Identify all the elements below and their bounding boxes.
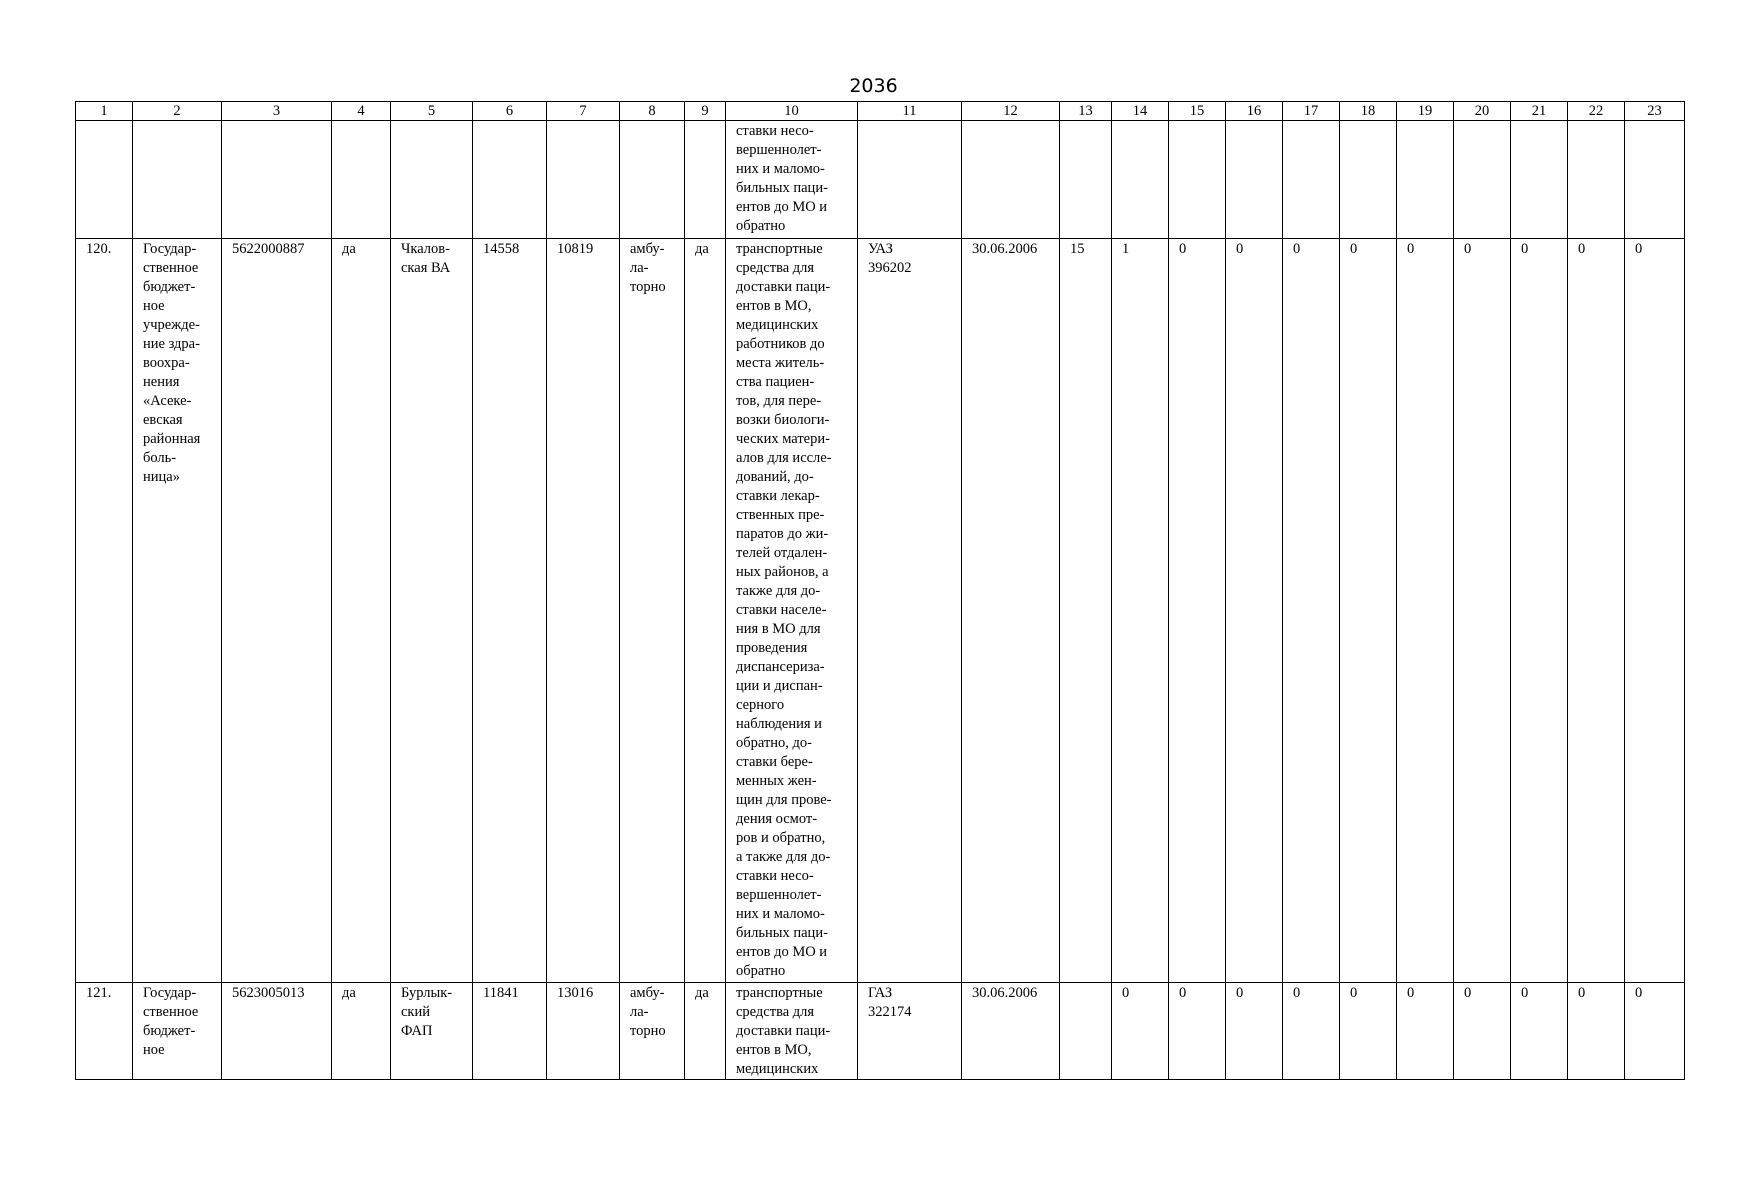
table-cell — [1283, 983, 1340, 1080]
column-number-header: 9 — [685, 102, 726, 121]
cell-text-line: 0 — [1236, 985, 1244, 1001]
column-number-header: 1 — [76, 102, 133, 121]
table-cell — [620, 983, 685, 1080]
table-cell — [685, 239, 726, 983]
cell-text-line: да — [342, 985, 356, 1001]
cell-text-line: 0 — [1179, 985, 1187, 1001]
cell-text-line: телей отдален- — [736, 545, 828, 561]
cell-text-line: ФАП — [401, 1023, 433, 1039]
cell-text-line: торно — [630, 1023, 666, 1039]
cell-text-line: торно — [630, 279, 666, 295]
table-cell — [391, 983, 473, 1080]
table-cell — [332, 983, 391, 1080]
cell-text-line: работников до — [736, 336, 825, 352]
cell-text-line: 0 — [1521, 985, 1529, 1001]
cell-text-line: 396202 — [868, 260, 912, 276]
cell-text-line: ская ВА — [401, 260, 451, 276]
table-cell — [1397, 239, 1454, 983]
table-cell — [1060, 121, 1112, 239]
cell-text-line: «Асеке- — [143, 393, 192, 409]
table-cell — [1112, 121, 1169, 239]
table-cell — [858, 983, 962, 1080]
column-number-header: 2 — [133, 102, 222, 121]
column-number-header: 8 — [620, 102, 685, 121]
cell-text-line: да — [342, 241, 356, 257]
table-cell — [473, 983, 547, 1080]
cell-text-line: ница» — [143, 469, 180, 485]
cell-text-line: средства для — [736, 260, 815, 276]
cell-text-line: ла- — [630, 260, 649, 276]
cell-text-line: амбу- — [630, 241, 665, 257]
cell-text-line: 0 — [1578, 241, 1586, 257]
cell-text-line: ставки лекар- — [736, 488, 820, 504]
table-cell — [133, 983, 222, 1080]
table-cell — [1283, 121, 1340, 239]
cell-text-line: да — [695, 241, 709, 257]
cell-text-line: 11841 — [483, 985, 519, 1001]
cell-text-line: ентов до МО и — [736, 944, 828, 960]
table-cell — [1454, 121, 1511, 239]
cell-text-line: ентов до МО и — [736, 199, 828, 215]
table-cell — [1226, 121, 1283, 239]
cell-text-line: боль- — [143, 450, 177, 466]
table-cell — [1625, 121, 1685, 239]
cell-text-line: места житель- — [736, 355, 825, 371]
cell-text-line: 0 — [1293, 241, 1301, 257]
table-cell — [1060, 983, 1112, 1080]
cell-text-line: проведения — [736, 640, 808, 656]
table-cell — [685, 983, 726, 1080]
cell-text-line: ставки населе- — [736, 602, 827, 618]
cell-text-line: ственное — [143, 1004, 199, 1020]
cell-text-line: 0 — [1179, 241, 1187, 257]
table-cell — [1568, 121, 1625, 239]
table-cell — [133, 121, 222, 239]
column-number-header: 10 — [726, 102, 858, 121]
column-number-header: 5 — [391, 102, 473, 121]
cell-text-line: 0 — [1521, 241, 1529, 257]
column-number-header: 13 — [1060, 102, 1112, 121]
cell-text-line: бюджет- — [143, 279, 196, 295]
table-cell — [1340, 121, 1397, 239]
cell-text-line: 0 — [1578, 985, 1586, 1001]
table-cell — [620, 239, 685, 983]
cell-text-line: 1 — [1122, 241, 1130, 257]
table-cell — [1169, 239, 1226, 983]
table-cell — [726, 983, 858, 1080]
cell-text-line: медицинских — [736, 317, 819, 333]
column-number-header: 4 — [332, 102, 391, 121]
table-cell — [76, 121, 133, 239]
cell-text-line: обратно — [736, 963, 786, 979]
table-cell — [726, 121, 858, 239]
cell-text-line: 30.06.2006 — [972, 985, 1038, 1001]
cell-text-line: ров и обратно, — [736, 830, 826, 846]
table-cell — [473, 121, 547, 239]
cell-text-line: ции и диспан- — [736, 678, 823, 694]
cell-text-line: наблюдения и — [736, 716, 822, 732]
table-cell — [222, 239, 332, 983]
table-cell — [1511, 121, 1568, 239]
cell-text-line: районная — [143, 431, 201, 447]
cell-text-line: Чкалов- — [401, 241, 450, 257]
column-number-header: 14 — [1112, 102, 1169, 121]
column-number-header: 11 — [858, 102, 962, 121]
cell-text-line: учрежде- — [143, 317, 200, 333]
cell-text-line: серного — [736, 697, 785, 713]
table-cell — [1169, 121, 1226, 239]
cell-text-line: ский — [401, 1004, 430, 1020]
column-number-row — [76, 102, 1685, 121]
table-cell — [473, 239, 547, 983]
column-number-header: 22 — [1568, 102, 1625, 121]
cell-text-line: 121. — [86, 985, 112, 1001]
table-cell — [1226, 239, 1283, 983]
cell-text-line: ние здра- — [143, 336, 200, 352]
cell-text-line: 14558 — [483, 241, 520, 257]
cell-text-line: а также для до- — [736, 849, 831, 865]
cell-text-line: 0 — [1635, 241, 1643, 257]
cell-text-line: Государ- — [143, 985, 197, 1001]
cell-text-line: доставки паци- — [736, 279, 831, 295]
table-cell — [391, 239, 473, 983]
cell-text-line: ентов в МО, — [736, 298, 812, 314]
table-cell — [76, 239, 133, 983]
table-row — [76, 239, 1685, 983]
cell-text-line: 0 — [1293, 985, 1301, 1001]
cell-text-line: ставки бере- — [736, 754, 813, 770]
table-cell — [391, 121, 473, 239]
cell-text-line: транспортные — [736, 241, 823, 257]
table-cell — [962, 239, 1060, 983]
cell-text-line: ных районов, а — [736, 564, 829, 580]
cell-text-line: 322174 — [868, 1004, 912, 1020]
cell-text-line: 0 — [1122, 985, 1130, 1001]
column-number-header: 3 — [222, 102, 332, 121]
table-cell — [726, 239, 858, 983]
cell-text-line: бильных паци- — [736, 925, 828, 941]
table-cell — [620, 121, 685, 239]
cell-text-line: ставки несо- — [736, 868, 814, 884]
cell-text-line: ла- — [630, 1004, 649, 1020]
cell-text-line: амбу- — [630, 985, 665, 1001]
cell-text-line: 10819 — [557, 241, 594, 257]
cell-text-line: ния в МО для — [736, 621, 821, 637]
cell-text-line: 0 — [1464, 985, 1472, 1001]
cell-text-line: ное — [143, 1042, 165, 1058]
cell-text-line: УАЗ — [868, 241, 893, 257]
cell-text-line: 15 — [1070, 241, 1085, 257]
cell-text-line: Бурлык- — [401, 985, 453, 1001]
table-cell — [547, 121, 620, 239]
table-cell — [547, 239, 620, 983]
cell-text-line: алов для иссле- — [736, 450, 832, 466]
cell-text-line: вершеннолет- — [736, 887, 822, 903]
cell-text-line: 5622000887 — [232, 241, 305, 257]
cell-text-line: ставки несо- — [736, 123, 814, 139]
column-number-header: 12 — [962, 102, 1060, 121]
table-cell — [1340, 239, 1397, 983]
cell-text-line: вершеннолет- — [736, 142, 822, 158]
cell-text-line: ГАЗ — [868, 985, 893, 1001]
column-number-header: 19 — [1397, 102, 1454, 121]
table-cell — [1283, 239, 1340, 983]
column-number-header: 16 — [1226, 102, 1283, 121]
table-cell — [1060, 239, 1112, 983]
cell-text-line: возки биологи- — [736, 412, 830, 428]
cell-text-line: ственное — [143, 260, 199, 276]
table-cell — [1454, 239, 1511, 983]
table-cell — [1511, 983, 1568, 1080]
cell-text-line: медицинских — [736, 1061, 819, 1077]
cell-text-line: 0 — [1350, 241, 1358, 257]
column-number-header: 7 — [547, 102, 620, 121]
cell-text-line: нения — [143, 374, 180, 390]
table-cell — [1397, 983, 1454, 1080]
cell-text-line: тов, для пере- — [736, 393, 822, 409]
cell-text-line: диспансериза- — [736, 659, 825, 675]
cell-text-line: также для до- — [736, 583, 821, 599]
cell-text-line: них и маломо- — [736, 906, 825, 922]
table-cell — [1112, 239, 1169, 983]
cell-text-line: дения осмот- — [736, 811, 818, 827]
cell-text-line: 0 — [1236, 241, 1244, 257]
table-cell — [332, 239, 391, 983]
registry-table — [75, 101, 1685, 1080]
column-number-header: 23 — [1625, 102, 1685, 121]
cell-text-line: 30.06.2006 — [972, 241, 1038, 257]
cell-text-line: дований, до- — [736, 469, 814, 485]
column-number-header: 18 — [1340, 102, 1397, 121]
table-cell — [1568, 239, 1625, 983]
column-number-header: 6 — [473, 102, 547, 121]
table-row — [76, 983, 1685, 1080]
table-cell — [1625, 239, 1685, 983]
cell-text-line: 0 — [1635, 985, 1643, 1001]
cell-text-line: воохра- — [143, 355, 190, 371]
cell-text-line: средства для — [736, 1004, 815, 1020]
table-cell — [1397, 121, 1454, 239]
cell-text-line: транспортные — [736, 985, 823, 1001]
table-cell — [1169, 983, 1226, 1080]
cell-text-line: Государ- — [143, 241, 197, 257]
cell-text-line: 13016 — [557, 985, 594, 1001]
cell-text-line: ное — [143, 298, 165, 314]
cell-text-line: паратов до жи- — [736, 526, 829, 542]
table-cell — [858, 239, 962, 983]
table-cell — [76, 983, 133, 1080]
table-row — [76, 121, 1685, 239]
table-cell — [1340, 983, 1397, 1080]
column-number-header: 17 — [1283, 102, 1340, 121]
cell-text-line: 120. — [86, 241, 112, 257]
table-cell — [1511, 239, 1568, 983]
cell-text-line: ческих матери- — [736, 431, 830, 447]
cell-text-line: них и маломо- — [736, 161, 825, 177]
column-number-header: 21 — [1511, 102, 1568, 121]
table-cell — [222, 983, 332, 1080]
cell-text-line: 0 — [1350, 985, 1358, 1001]
cell-text-line: 0 — [1407, 985, 1415, 1001]
column-number-header: 15 — [1169, 102, 1226, 121]
cell-text-line: евская — [143, 412, 183, 428]
table-cell — [1226, 983, 1283, 1080]
cell-text-line: доставки паци- — [736, 1023, 831, 1039]
cell-text-line: обратно — [736, 218, 786, 234]
table-cell — [222, 121, 332, 239]
cell-text-line: ства пациен- — [736, 374, 815, 390]
table-cell — [962, 983, 1060, 1080]
table-cell — [962, 121, 1060, 239]
cell-text-line: бюджет- — [143, 1023, 196, 1039]
table-cell — [547, 983, 620, 1080]
table-cell — [1568, 983, 1625, 1080]
cell-text-line: обратно, до- — [736, 735, 812, 751]
cell-text-line: ентов в МО, — [736, 1042, 812, 1058]
cell-text-line: да — [695, 985, 709, 1001]
cell-text-line: 5623005013 — [232, 985, 305, 1001]
cell-text-line: щин для прове- — [736, 792, 832, 808]
column-number-header: 20 — [1454, 102, 1511, 121]
cell-text-line: 0 — [1464, 241, 1472, 257]
table-cell — [858, 121, 962, 239]
cell-text-line: ственных пре- — [736, 507, 825, 523]
table-cell — [1112, 983, 1169, 1080]
cell-text-line: менных жен- — [736, 773, 817, 789]
table-cell — [685, 121, 726, 239]
table-cell — [332, 121, 391, 239]
cell-text-line: бильных паци- — [736, 180, 828, 196]
cell-text-line: 0 — [1407, 241, 1415, 257]
page-number: 2036 — [849, 75, 898, 97]
table-cell — [133, 239, 222, 983]
table-cell — [1454, 983, 1511, 1080]
table-cell — [1625, 983, 1685, 1080]
